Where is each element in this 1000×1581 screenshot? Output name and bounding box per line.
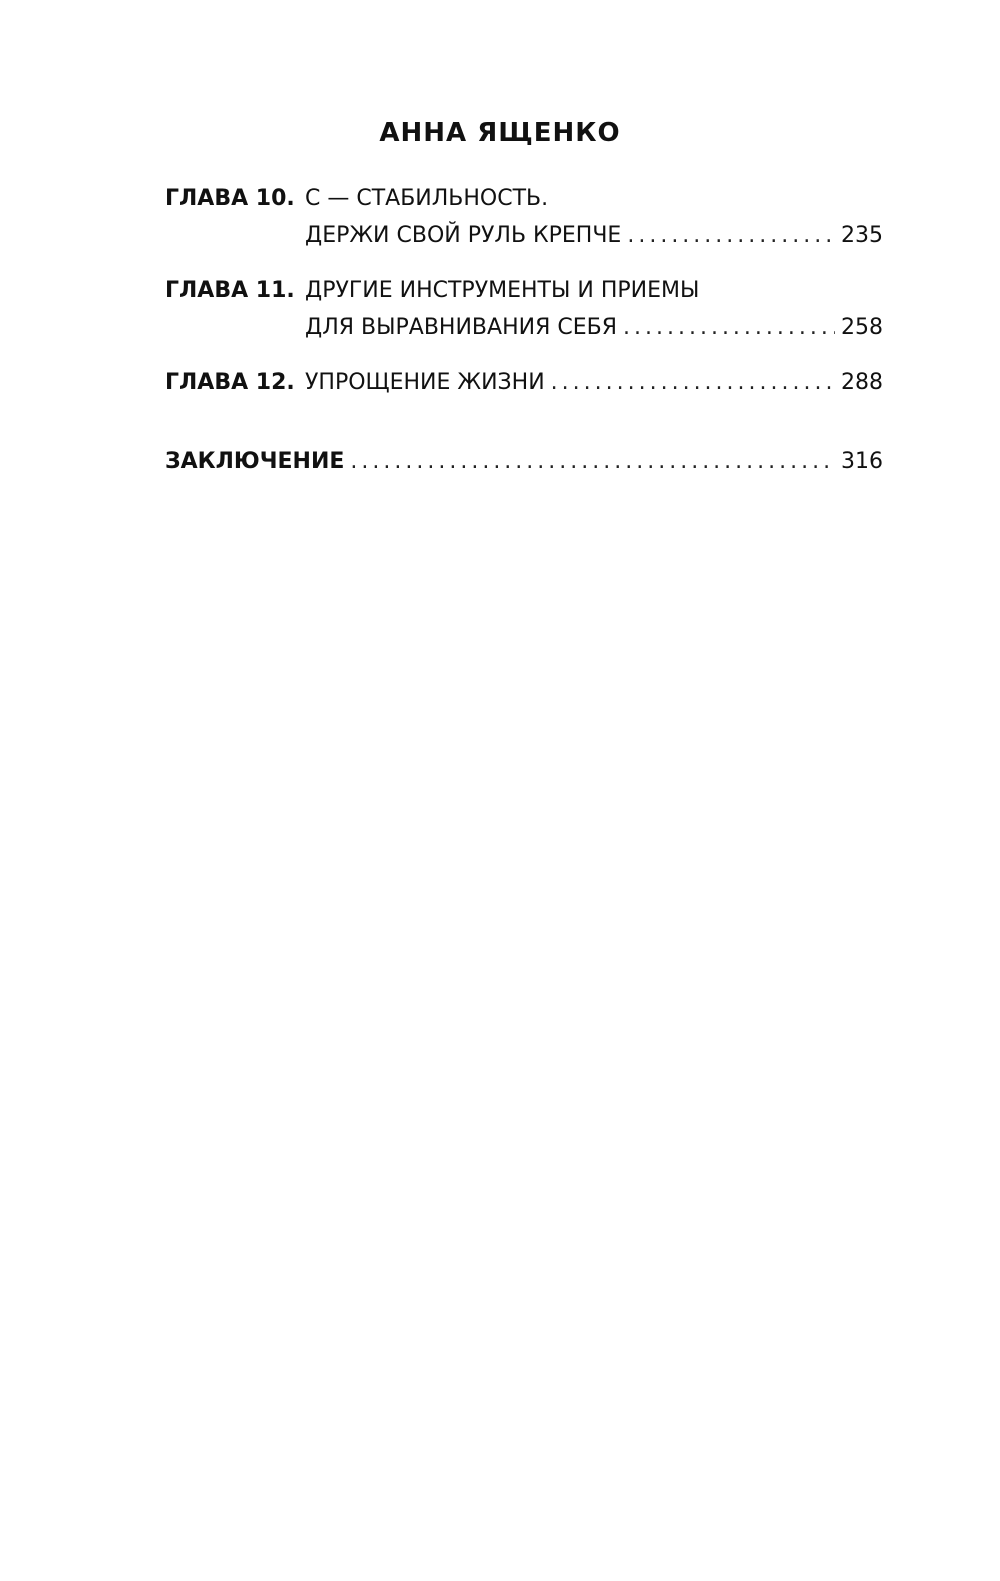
chapter-title-line: ДЛЯ ВЫРАВНИВАНИЯ СЕБЯ [305, 315, 617, 340]
toc-entry-chapter-10 [165, 180, 883, 254]
chapter-title-line: ДЕРЖИ СВОЙ РУЛЬ КРЕПЧЕ [305, 223, 622, 248]
chapter-title-line: ДРУГИЕ ИНСТРУМЕНТЫ И ПРИЕМЫ [305, 278, 700, 303]
page-number: 258 [841, 315, 883, 340]
conclusion-line [165, 443, 883, 480]
chapter-label: ГЛАВА 11. [165, 278, 295, 303]
chapter-title-last-line [305, 217, 883, 254]
chapter-title [305, 364, 883, 401]
chapter-title [305, 272, 883, 346]
dot-leader [627, 217, 835, 254]
toc-entry-chapter-11 [165, 272, 883, 346]
dot-leader [623, 309, 835, 346]
chapter-label: ГЛАВА 10. [165, 186, 295, 211]
table-of-contents [165, 180, 883, 498]
chapter-label: ГЛАВА 12. [165, 370, 295, 395]
conclusion-label: ЗАКЛЮЧЕНИЕ [165, 449, 345, 474]
dot-leader [551, 364, 835, 401]
chapter-title-last-line [305, 309, 883, 346]
toc-entry-conclusion [165, 443, 883, 480]
chapter-title-line: С — СТАБИЛЬНОСТЬ. [305, 186, 549, 211]
toc-entry-chapter-12 [165, 364, 883, 401]
dot-leader [350, 443, 835, 480]
page-number: 316 [841, 449, 883, 474]
chapter-title [305, 180, 883, 254]
running-head-author: АННА ЯЩЕНКО [379, 118, 621, 148]
chapter-title-last-line [305, 364, 883, 401]
chapter-title-line: УПРОЩЕНИЕ ЖИЗНИ [305, 370, 545, 395]
page-number: 235 [841, 223, 883, 248]
page-number: 288 [841, 370, 883, 395]
